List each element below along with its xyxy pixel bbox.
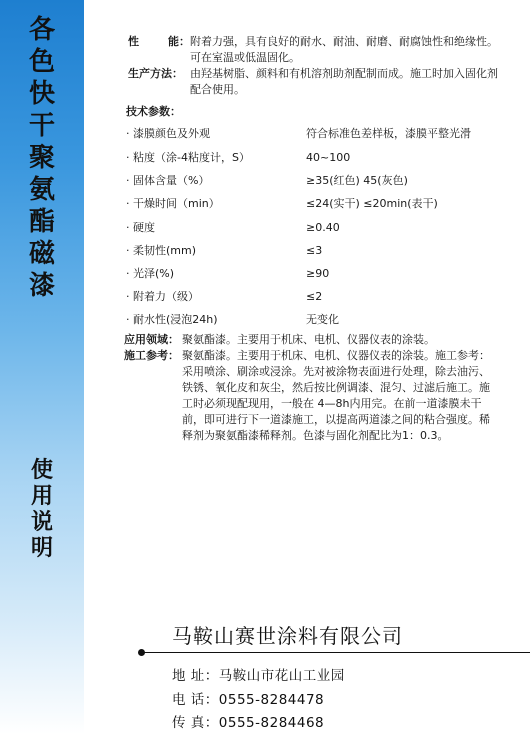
param-row xyxy=(126,312,516,328)
title-char: 干 xyxy=(28,111,55,141)
param-name: · 耐水性(浸泡24h) xyxy=(126,313,218,326)
param-value: 符合标准色差样板，漆膜平整光滑 xyxy=(306,127,471,140)
param-row xyxy=(126,196,516,212)
address: 地 址：马鞍山市花山工业园 xyxy=(172,668,345,684)
sidebar xyxy=(0,0,84,734)
usage-char: 明 xyxy=(30,536,53,561)
usage-title xyxy=(0,458,84,562)
param-row xyxy=(126,173,516,189)
param-value: ≤2 xyxy=(306,290,323,303)
ref-text: 聚氨酯漆。主要用于机床、电机、仪器仪表的涂装。施工参考：采用喷涂、刷涂或浸涂。先对被涂物表面进行处理，除去油污、铁锈、氧化皮和灰尘，然后按比例调漆、混匀、过滤后施工。施工时必须现配现用，一般在 4—8h内用完。在前一道漆膜未干前，即可进行下一道漆施工，以提高两道漆之间的粘合强度。稀释剂为聚氨酯漆稀释剂。色漆与固化剂配比为1：0.3。 xyxy=(182,349,490,442)
param-name: · 附着力（级） xyxy=(126,290,199,303)
phone: 电 话：0555-8284478 xyxy=(172,692,325,708)
property-text: 附着力强，具有良好的耐水、耐油、耐磨、耐腐蚀性和绝缘性。可在室温或低温固化。 xyxy=(190,35,498,64)
param-value: ≤3 xyxy=(306,244,323,257)
field-text: 聚氨酯漆。主要用于机床、电机、仪器仪表的涂装。 xyxy=(182,333,435,346)
param-row xyxy=(126,150,516,166)
param-name: · 光泽(%) xyxy=(126,267,175,280)
intro-section xyxy=(128,34,508,98)
param-name: · 干燥时间（min） xyxy=(126,197,220,210)
ref-label: 施工参考： xyxy=(124,349,179,362)
usage-char: 说 xyxy=(30,510,53,535)
title-char: 各 xyxy=(28,15,55,45)
param-row xyxy=(126,289,516,305)
field-row xyxy=(124,332,498,348)
param-value: ≥90 xyxy=(306,267,330,280)
param-value: ≥35(红色) 45(灰色) xyxy=(306,174,408,187)
method-label: 生产方法： xyxy=(128,67,183,80)
param-name: · 漆膜颜色及外观 xyxy=(126,127,210,140)
title-char: 磁 xyxy=(28,239,55,269)
property-label xyxy=(128,34,190,66)
param-row xyxy=(126,126,516,142)
params-heading xyxy=(126,104,516,120)
method-row xyxy=(128,66,508,98)
param-value: ≥0.40 xyxy=(306,221,340,234)
divider xyxy=(140,652,530,653)
param-value: 无变化 xyxy=(306,313,339,326)
param-row xyxy=(126,220,516,236)
param-name: · 粘度（涂-4粘度计，S） xyxy=(126,151,250,164)
title-char: 氨 xyxy=(28,175,55,205)
usage-char: 用 xyxy=(30,484,53,509)
title-char: 酯 xyxy=(28,207,55,237)
title-char: 色 xyxy=(28,47,55,77)
property-label-left: 性 xyxy=(128,35,139,48)
title-char: 快 xyxy=(28,79,55,109)
param-value: 40~100 xyxy=(306,151,351,164)
usage-char: 使 xyxy=(30,458,53,483)
params-heading-text: 技术参数： xyxy=(126,105,181,118)
field-label: 应用领域： xyxy=(124,333,179,346)
param-name: · 柔韧性(mm) xyxy=(126,244,197,257)
param-value: ≤24(实干) ≤20min(表干) xyxy=(306,197,438,210)
company-name: 马鞍山赛世涂料有限公司 xyxy=(172,624,403,648)
method-text: 由羟基树脂、颜料和有机溶剂助剂配制而成。施工时加入固化剂配合使用。 xyxy=(190,67,498,96)
property-label-right: 能： xyxy=(168,35,190,48)
property-row xyxy=(128,34,508,66)
application-section xyxy=(124,332,498,444)
param-name: · 固体含量（%） xyxy=(126,174,210,187)
title-char: 漆 xyxy=(28,271,55,301)
fax: 传 真：0555-8284468 xyxy=(172,715,325,731)
title-char: 聚 xyxy=(28,143,55,173)
param-row xyxy=(126,243,516,259)
param-name: · 硬度 xyxy=(126,221,155,234)
ref-row xyxy=(124,348,498,444)
param-row xyxy=(126,266,516,282)
product-title xyxy=(0,14,84,302)
